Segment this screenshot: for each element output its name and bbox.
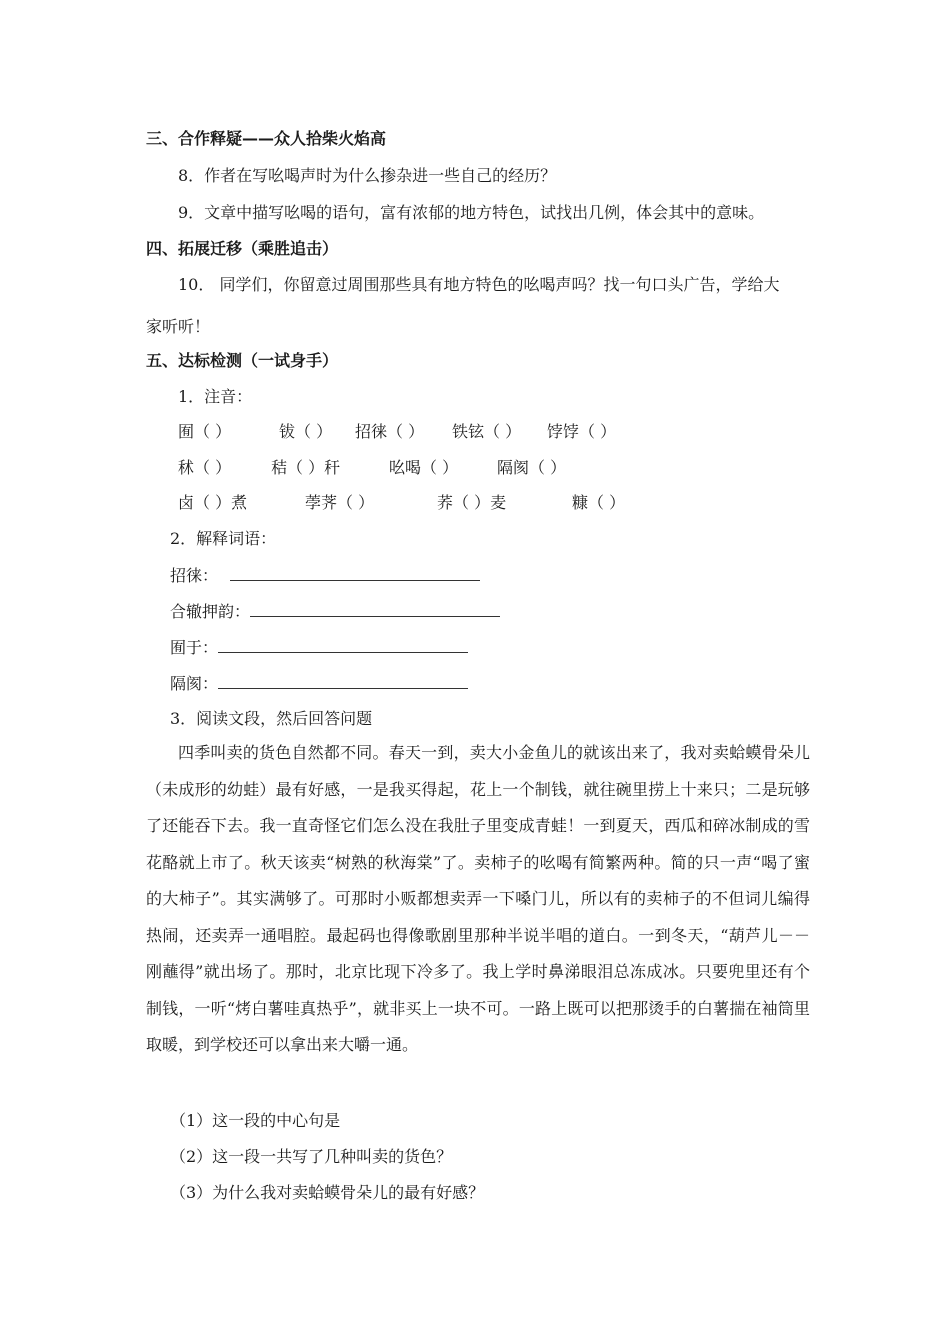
pinyin-item: 钹（ ） bbox=[279, 422, 333, 441]
reading-passage: 四季叫卖的货色自然都不同。春天一到，卖大小金鱼儿的就该出来了，我对卖蛤蟆骨朵儿（未成形的幼蛙）最有好感，一是我买得起，花上一个制钱，就往碗里捞上十来只；二是玩够了还能吞下去。我一直奇怪它们怎么没在我肚子里变成青蛙！一到夏天，西瓜和碎冰制成的雪花酪就上市了。秋天该卖“树熟的秋海棠”了。卖柿子的吆喝有简繁两种。简的只一声“喝了蜜的大柿子”。其实满够了。可那时小贩都想卖弄一下嗓门儿，所以有的卖柿子的不但词儿编得热闹，还卖弄一通唱腔。最起码也得像歌剧里那种半说半唱的道白。一到冬天，“葫芦儿－－刚蘸得”就出场了。那时，北京比现下冷多了。我上学时鼻涕眼泪总冻成冰。只要兜里还有个制钱，一听“烤白薯哇真热乎”，就非买上一块不可。一路上既可以把那烫手的白薯揣在袖筒里取暖，到学校还可以拿出来大嚼一通。 bbox=[146, 743, 810, 1054]
term-row bbox=[170, 672, 468, 695]
sub-question-2: （2）这一段一共写了几种叫卖的货色？ bbox=[170, 1147, 453, 1166]
pinyin-item: 秫（ ） bbox=[178, 458, 232, 477]
question-9: 9．文章中描写吆喝的语句，富有浓郁的地方特色，试找出几例，体会其中的意味。 bbox=[178, 203, 765, 222]
question-10-line1: 10． 同学们，你留意过周围那些具有地方特色的吆喝声吗？找一句口头广告，学给大 bbox=[178, 275, 780, 294]
term-label: 合辙押韵： bbox=[170, 602, 251, 621]
pinyin-item: 糠（ ） bbox=[572, 493, 626, 512]
answer-blank[interactable] bbox=[230, 564, 480, 581]
term-label: 隔阂： bbox=[170, 674, 219, 693]
term-label: 招徕： bbox=[170, 566, 219, 585]
section4-heading: 四、拓展迁移（乘胜追击） bbox=[146, 239, 339, 258]
sub-question-3: （3）为什么我对卖蛤蟆骨朵儿的最有好感？ bbox=[170, 1183, 485, 1202]
question-2-label: 2．解释词语： bbox=[170, 529, 277, 548]
pinyin-item: 囿（ ） bbox=[178, 422, 232, 441]
pinyin-item: 铁铉（ ） bbox=[452, 422, 522, 441]
section5-heading: 五、达标检测（一试身手） bbox=[146, 351, 339, 370]
question-1-label: 1．注音： bbox=[178, 387, 253, 406]
question-3-label: 3．阅读文段，然后回答问题 bbox=[170, 709, 373, 728]
pinyin-item: 卤（ ）煮 bbox=[178, 493, 248, 512]
answer-blank[interactable] bbox=[250, 600, 500, 617]
question-10-line2: 家听听！ bbox=[146, 317, 211, 336]
pinyin-item: 招徕（ ） bbox=[355, 422, 425, 441]
term-row bbox=[170, 636, 468, 659]
pinyin-item: 饽饽（ ） bbox=[547, 422, 617, 441]
pinyin-item: 吆喝（ ） bbox=[389, 458, 459, 477]
answer-blank[interactable] bbox=[218, 636, 468, 653]
question-8: 8．作者在写吆喝声时为什么掺杂进一些自己的经历？ bbox=[178, 166, 557, 185]
pinyin-item: 荸荠（ ） bbox=[305, 493, 375, 512]
sub-question-1: （1）这一段的中心句是 bbox=[170, 1111, 341, 1130]
pinyin-item: 秸（ ）秆 bbox=[271, 458, 341, 477]
pinyin-item: 荞（ ）麦 bbox=[437, 493, 507, 512]
answer-blank[interactable] bbox=[218, 672, 468, 689]
term-row bbox=[170, 600, 500, 623]
pinyin-item: 隔阂（ ） bbox=[497, 458, 567, 477]
section3-heading: 三、合作释疑——众人拾柴火焰高 bbox=[146, 129, 387, 148]
term-row bbox=[170, 564, 480, 587]
term-label: 囿于： bbox=[170, 638, 219, 657]
